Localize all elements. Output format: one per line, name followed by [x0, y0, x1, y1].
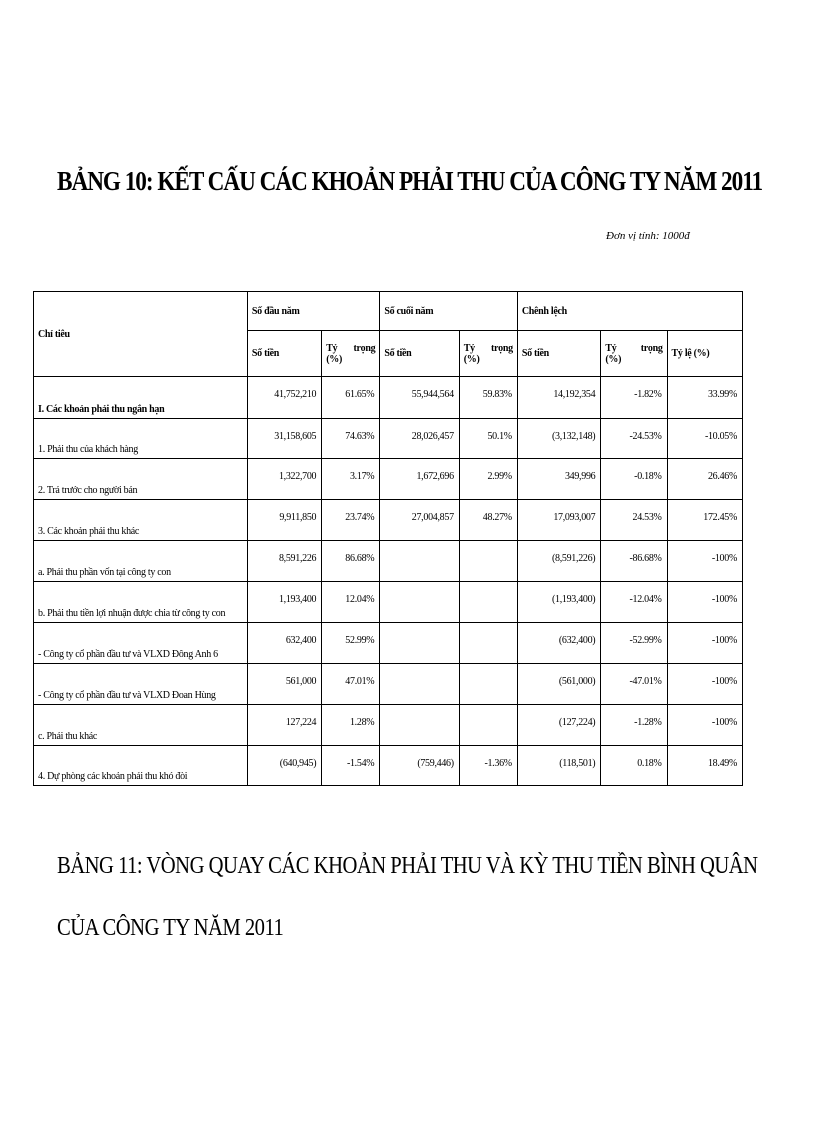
cell-c2: 86.68% — [322, 541, 380, 582]
cell-c7: -100% — [667, 541, 742, 582]
cell-c7: -100% — [667, 582, 742, 623]
cell-c3 — [380, 623, 459, 664]
cell-c4 — [459, 623, 517, 664]
row-label: I. Các khoản phải thu ngắn hạn — [34, 377, 248, 419]
row-label: 4. Dự phòng các khoản phải thu khó đòi — [34, 746, 248, 786]
cell-c5: (561,000) — [517, 664, 601, 705]
cell-c3 — [380, 541, 459, 582]
table-row — [34, 419, 743, 459]
cell-c5: (3,132,148) — [517, 419, 601, 459]
cell-c2: 52.99% — [322, 623, 380, 664]
cell-c5: 14,192,354 — [517, 377, 601, 419]
cell-c7: 172.45% — [667, 500, 742, 541]
cell-c6: -47.01% — [601, 664, 667, 705]
header-so-dau-nam: Số đầu năm — [247, 292, 379, 331]
table-row — [34, 582, 743, 623]
cell-c2: 47.01% — [322, 664, 380, 705]
header-ty-le: Tỷ lệ (%) — [667, 331, 742, 377]
header-so-tien-3: Số tiền — [517, 331, 601, 377]
header-so-cuoi-nam: Số cuối năm — [380, 292, 518, 331]
table-row — [34, 746, 743, 786]
cell-c7: 18.49% — [667, 746, 742, 786]
table-row — [34, 705, 743, 746]
cell-c6: -24.53% — [601, 419, 667, 459]
table-row — [34, 664, 743, 705]
header-ty-trong-3: Tỷ trọng (%) — [601, 331, 667, 377]
cell-c6: 0.18% — [601, 746, 667, 786]
header-so-tien-1: Số tiền — [247, 331, 321, 377]
cell-c4: -1.36% — [459, 746, 517, 786]
row-label: 3. Các khoản phải thu khác — [34, 500, 248, 541]
cell-c7: 33.99% — [667, 377, 742, 419]
table-row — [34, 541, 743, 582]
cell-c4: 50.1% — [459, 419, 517, 459]
header-chi-tieu: Chỉ tiêu — [34, 292, 248, 377]
row-label: 1. Phải thu của khách hàng — [34, 419, 248, 459]
cell-c7: -100% — [667, 705, 742, 746]
row-label: - Công ty cổ phần đầu tư và VLXD Đông Anh 6 — [34, 623, 248, 664]
cell-c5: (632,400) — [517, 623, 601, 664]
cell-c1: 9,911,850 — [247, 500, 321, 541]
cell-c6: -1.82% — [601, 377, 667, 419]
cell-c5: 17,093,007 — [517, 500, 601, 541]
cell-c2: 1.28% — [322, 705, 380, 746]
unit-note: Đơn vị tính: 1000đ — [606, 230, 690, 242]
cell-c2: 3.17% — [322, 459, 380, 500]
cell-c6: -1.28% — [601, 705, 667, 746]
header-chenh-lech: Chênh lệch — [517, 292, 742, 331]
cell-c1: 127,224 — [247, 705, 321, 746]
cell-c1: (640,945) — [247, 746, 321, 786]
cell-c3: 1,672,696 — [380, 459, 459, 500]
cell-c5: (1,193,400) — [517, 582, 601, 623]
table11-title-line2: CỦA CÔNG TY NĂM 2011 — [57, 915, 284, 941]
cell-c4: 2.99% — [459, 459, 517, 500]
cell-c3: (759,446) — [380, 746, 459, 786]
table-row — [34, 459, 743, 500]
table10-title: BẢNG 10: KẾT CẤU CÁC KHOẢN PHẢI THU CỦA CÔNG TY NĂM 2011 — [57, 166, 763, 196]
cell-c4: 48.27% — [459, 500, 517, 541]
cell-c2: 23.74% — [322, 500, 380, 541]
cell-c5: (8,591,226) — [517, 541, 601, 582]
cell-c3: 27,004,857 — [380, 500, 459, 541]
row-label: c. Phải thu khác — [34, 705, 248, 746]
cell-c6: -0.18% — [601, 459, 667, 500]
cell-c3 — [380, 582, 459, 623]
table-row — [34, 500, 743, 541]
table-row — [34, 623, 743, 664]
cell-c1: 1,322,700 — [247, 459, 321, 500]
cell-c5: 349,996 — [517, 459, 601, 500]
table11-title-line1: BẢNG 11: VÒNG QUAY CÁC KHOẢN PHẢI THU VÀ KỲ THU TIỀN BÌNH QUÂN — [57, 853, 758, 879]
cell-c7: -100% — [667, 664, 742, 705]
cell-c4: 59.83% — [459, 377, 517, 419]
cell-c2: 74.63% — [322, 419, 380, 459]
cell-c4 — [459, 582, 517, 623]
cell-c1: 8,591,226 — [247, 541, 321, 582]
cell-c7: 26.46% — [667, 459, 742, 500]
cell-c6: -86.68% — [601, 541, 667, 582]
header-so-tien-2: Số tiền — [380, 331, 459, 377]
cell-c6: 24.53% — [601, 500, 667, 541]
row-label: b. Phải thu tiền lợi nhuận được chia từ công ty con — [34, 582, 248, 623]
cell-c5: (127,224) — [517, 705, 601, 746]
cell-c3 — [380, 664, 459, 705]
cell-c1: 561,000 — [247, 664, 321, 705]
cell-c1: 1,193,400 — [247, 582, 321, 623]
table-row — [34, 377, 743, 419]
header-ty-trong-1: Tỷ trọng (%) — [322, 331, 380, 377]
header-ty-trong-2: Tỷ trọng (%) — [459, 331, 517, 377]
cell-c7: -100% — [667, 623, 742, 664]
row-label: a. Phải thu phần vốn tại công ty con — [34, 541, 248, 582]
cell-c7: -10.05% — [667, 419, 742, 459]
receivables-structure-table — [33, 291, 743, 786]
cell-c1: 632,400 — [247, 623, 321, 664]
cell-c4 — [459, 705, 517, 746]
cell-c6: -52.99% — [601, 623, 667, 664]
row-label: 2. Trả trước cho người bán — [34, 459, 248, 500]
cell-c1: 41,752,210 — [247, 377, 321, 419]
cell-c2: 61.65% — [322, 377, 380, 419]
cell-c2: -1.54% — [322, 746, 380, 786]
cell-c3 — [380, 705, 459, 746]
cell-c3: 28,026,457 — [380, 419, 459, 459]
cell-c3: 55,944,564 — [380, 377, 459, 419]
row-label: - Công ty cổ phần đầu tư và VLXD Đoan Hùng — [34, 664, 248, 705]
cell-c6: -12.04% — [601, 582, 667, 623]
cell-c1: 31,158,605 — [247, 419, 321, 459]
cell-c4 — [459, 664, 517, 705]
cell-c4 — [459, 541, 517, 582]
cell-c5: (118,501) — [517, 746, 601, 786]
cell-c2: 12.04% — [322, 582, 380, 623]
